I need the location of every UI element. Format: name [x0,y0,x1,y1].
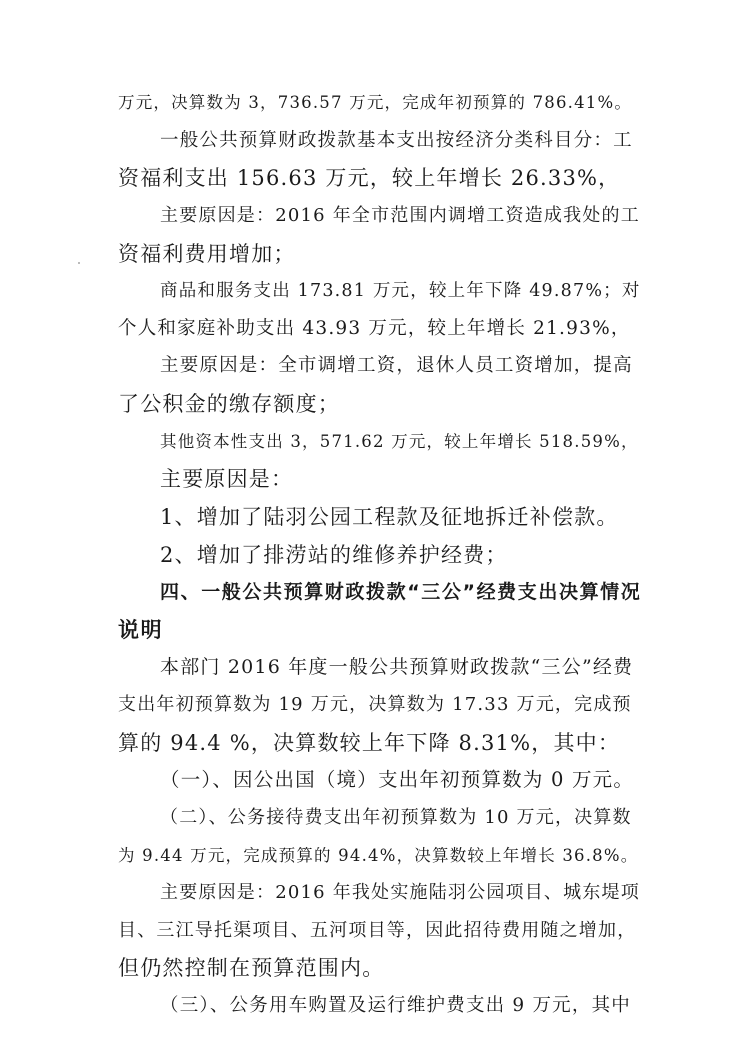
text-line-23: 目、三江导托渠项目、五河项目等，因此招待费用随之增加， [118,920,637,941]
text-line-12: 1、增加了陆羽公园工程款及征地拆迁补偿款。 [160,505,619,529]
text-line-17: 支出年初预算数为 19 万元，决算数为 17.33 万元，完成预 [118,694,632,715]
text-line-19: （一）、因公出国（境）支出年初预算数为 0 万元。 [160,768,635,791]
text-line-13: 2、增加了排涝站的维修养护经费； [160,543,508,567]
text-line-22: 主要原因是：2016 年我处实施陆羽公园项目、城东堤项 [160,882,640,903]
text-line-9: 了公积金的缴存额度； [118,392,340,416]
text-line-25: （三）、公务用车购置及运行维护费支出 9 万元，其中 [160,995,631,1016]
section-heading-4-cont: 说明 [118,618,164,642]
text-line-8: 主要原因是：全市调增工资，退休人员工资增加，提高 [160,355,633,376]
text-line-20: （二）、公务接待费支出年初预算数为 10 万元，决算数 [160,807,632,828]
text-line-11: 主要原因是： [160,467,294,491]
text-line-18: 算的 94.4 %，决算数较上年下降 8.31%，其中： [118,731,621,755]
text-line-5: 资福利费用增加； [118,242,296,266]
text-line-7: 个人和家庭补助支出 43.93 万元，较上年增长 21.93%， [118,318,631,339]
text-line-6: 商品和服务支出 173.81 万元，较上年下降 49.87%；对 [160,281,641,301]
text-line-3: 资福利支出 156.63 万元，较上年增长 26.33%， [118,166,621,190]
text-line-24: 但仍然控制在预算范围内。 [118,956,385,980]
section-heading-4: 四、一般公共预算财政拨款“三公”经费支出决算情况 [160,581,642,603]
text-line-2: 一般公共预算财政拨款基本支出按经济分类科目分：工 [160,130,633,151]
text-line-1: 万元，决算数为 3，736.57 万元，完成年初预算的 786.41%。 [118,93,633,112]
text-line-4: 主要原因是：2016 年全市范围内调增工资造成我处的工 [160,205,640,226]
text-line-10: 其他资本性支出 3，571.62 万元，较上年增长 518.59%， [160,432,639,451]
text-line-16: 本部门 2016 年度一般公共预算财政拨款“三公”经费 [160,656,634,678]
scan-speck [78,262,80,264]
text-line-21: 为 9.44 万元，完成预算的 94.4%，决算数较上年增长 36.8%。 [118,846,639,865]
